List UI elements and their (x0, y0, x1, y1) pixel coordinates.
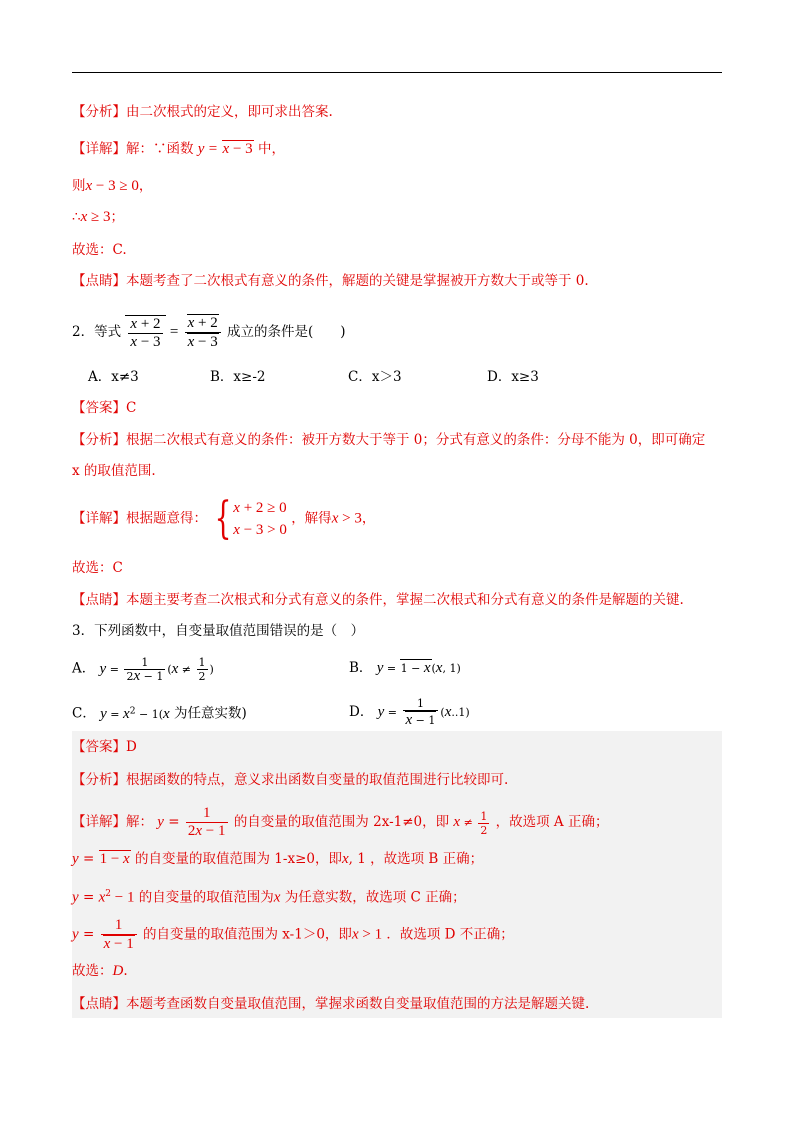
q3-answer: 【答案】D (72, 739, 137, 755)
q3-option-a[interactable]: A． y = $\frac{1}{2x - 1}$ (x ≠ $\frac{1}{2}$ ) (72, 656, 214, 684)
q2-option-b[interactable]: B．x≥-2 (210, 369, 266, 385)
q3-detail-d: y = $\frac{1}{x - 1}$ 的自变量的取值范围为 x-1＞0，即x > 1 ．故选项 D 不正确； (72, 917, 514, 952)
q3-comment: 【点睛】本题考查函数自变量取值范围，掌握求函数自变量取值范围的方法是解题关键. (72, 996, 590, 1012)
q2-detail: 【详解】根据题意得： { x + 2 ≥ 0 x − 3 > 0 ，解得x > 3， (72, 493, 376, 544)
q1-then: 则x − 3 ≥ 0， (72, 178, 153, 194)
q2-choose: 故选：C (72, 560, 123, 576)
q3-analysis: 【分析】根据函数的特点，意义求出函数自变量的取值范围进行比较即可. (72, 772, 509, 788)
q3-detail-a: 【详解】解： y = $\frac{1}{2x - 1}$ 的自变量的取值范围为 2x-1≠0，即 x ≠ $\frac{1}{2}$ ，故选项 A 正确； (72, 805, 609, 839)
q1-comment: 【点睛】本题考查了二次根式有意义的条件，解题的关键是掌握被开方数大于或等于 0. (72, 273, 589, 289)
q1-choose: 故选：C. (72, 242, 127, 258)
q2-analysis-2: x 的取值范围. (72, 463, 156, 479)
q1-detail: 【详解】解：∵函数 y = x − 3 中， (72, 141, 285, 157)
q2-comment: 【点睛】本题主要考查二次根式和分式有意义的条件，掌握二次根式和分式有意义的条件是解题的关键. (72, 592, 684, 608)
q2-option-d[interactable]: D．x≥3 (487, 369, 539, 385)
q3-detail-b: y = 1 − x 的自变量的取值范围为 1-x≥0，即x, 1 ，故选项 B 正确； (72, 851, 484, 867)
q3-stem: 3．下列函数中，自变量取值范围错误的是（ ） (72, 623, 365, 639)
q3-option-d[interactable]: D． y = $\frac{1}{x - 1}$ (x..1) (349, 697, 470, 728)
q2-answer: 【答案】C (72, 400, 137, 416)
header-rule (72, 72, 722, 73)
q1-analysis: 【分析】由二次根式的定义，即可求出答案. (72, 104, 333, 120)
q2-analysis-1: 【分析】根据二次根式有意义的条件：被开方数大于等于 0；分式有意义的条件：分母不能为 0，即可确定 (72, 432, 706, 448)
q3-detail-c: $y = x^2 - 1$ 的自变量的取值范围为x 为任意实数，故选项 C 正确； (72, 889, 466, 906)
q3-option-b[interactable]: B． y = 1 − x(x, 1) (349, 660, 461, 676)
q2-option-a[interactable]: A．x≠3 (88, 369, 139, 385)
q2-option-c[interactable]: C．x＞3 (348, 369, 402, 385)
q3-choose: 故选：D. (72, 963, 128, 979)
q3-option-c[interactable]: C． $y = x^2 - 1(x$ 为任意实数) (72, 705, 247, 722)
q2-stem: 2．等式 $\frac{x + 2}{x - 3}$ = $\frac{x + 2}{x - 3}$ 成立的条件是( ) (72, 315, 346, 350)
q1-therefore: ∴x ≥ 3； (72, 209, 124, 225)
